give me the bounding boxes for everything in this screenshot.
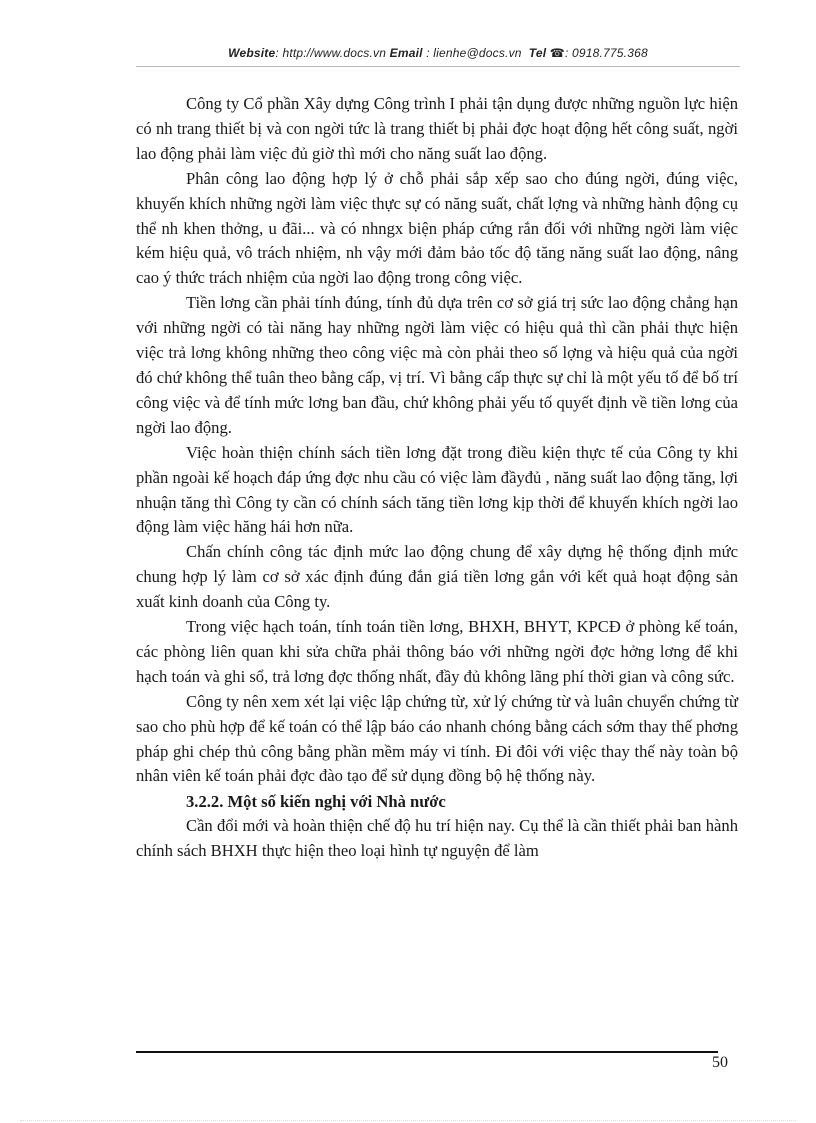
email-separator: : [422, 46, 434, 60]
body-paragraph: Việc hoàn thiện chính sách tiền lơng đặt trong điều kiện thực tế của Công ty khi phần ngoài kế hoạch đáp ứng đợc nhu cầu có việc làm đầyđủ , năng suất lao động tăng, lợi nhuận tăng thì Công ty cần có chính sách tăng tiền lơng kịp thời để khuyến khích ngời lao động làm việc hăng hái hơn nữa. [136, 442, 738, 537]
section-heading: 3.2.2. Một số kiến nghị với Nhà nước [186, 792, 446, 812]
tel-number: : 0918.775.368 [564, 46, 648, 60]
body-paragraph: Trong việc hạch toán, tính toán tiền lơng, BHXH, BHYT, KPCĐ ở phòng kế toán, các phòng liên quan khi sửa chữa phải thông báo với những ngời đợc hởng lơng để khi hạch toán và ghi sổ, trả lơng đợc thống nhất, đầy đủ không lãng phí thời gian và công sức. [136, 617, 738, 686]
website-separator: : [275, 46, 283, 60]
phone-icon: ☎ [549, 46, 565, 60]
footer-divider [136, 1051, 718, 1053]
tel-label: Tel [528, 46, 547, 60]
email-address[interactable]: lienhe@docs.vn [433, 46, 522, 60]
page-header [136, 46, 740, 60]
body-paragraph: Tiền lơng cần phải tính đúng, tính đủ dựa trên cơ sở giá trị sức lao động chẳng hạn với những ngời có tài năng hay những ngời làm việc có hiệu quả thì cần phải thực hiện việc trả lơng không những theo công việc mà còn phải theo số lợng và hiệu quả của ngời đó chứ không thể tuân theo bằng cấp, vị trí. Vì bằng cấp thực sự chỉ là một yếu tố để bố trí công việc và để tính mức lơng ban đầu, chứ không phải yếu tố quyết định về tiền lơng của ngời lao động. [136, 293, 738, 437]
page-edge-dots [20, 1120, 796, 1121]
body-paragraph: Phân công lao động hợp lý ở chỗ phải sắp xếp sao cho đúng ngời, đúng việc, khuyến khích những ngời làm việc thực sự có năng suất, chất lợng và những hành động cụ thể nh khen thởng, u đãi... và có nhngx biện pháp cứng rắn đối với những ngời làm việc kém hiệu quả, vô trách nhiệm, nh vậy mới đảm bảo tốc độ tăng năng suất lao động, nâng cao ý thức trách nhiệm của ngời lao động trong công việc. [136, 168, 738, 288]
closing-paragraph: Cần đổi mới và hoàn thiện chế độ hu trí hiện nay. Cụ thể là cần thiết phải ban hành chính sách BHXH thực hiện theo loại hình tự nguyện để làm [136, 816, 738, 861]
email-label: Email [389, 46, 423, 60]
document-body [136, 92, 738, 864]
body-paragraph: Công ty Cổ phần Xây dựng Công trình I phải tận dụng được những nguồn lực hiện có nh trang thiết bị và con ngời tức là trang thiết bị phải đợc hoạt động hết công suất, ngời lao động phải làm việc đủ giờ thì mới cho năng suất lao động. [136, 94, 738, 163]
page-number: 50 [712, 1054, 728, 1071]
website-label: Website [228, 46, 276, 60]
website-url[interactable]: http://www.docs.vn [282, 46, 387, 60]
body-paragraph: Chấn chính công tác định mức lao động chung để xây dựng hệ thống định mức chung hợp lý làm cơ sở xác định đúng đắn giá tiền lơng gắn với kết quả hoạt động sản xuất kinh doanh của Công ty. [136, 542, 738, 612]
header-divider [136, 66, 740, 67]
body-paragraph: Công ty nên xem xét lại việc lập chứng từ, xử lý chứng từ và luân chuyển chứng từ sao cho phù hợp để kế toán có thể lập báo cáo nhanh chóng bằng cách sớm thay thế phơng pháp ghi chép thủ công bằng phần mềm máy vi tính. Đi đôi với việc thay thế này toàn bộ nhân viên kế toán phải đợc đào tạo để sử dụng đồng bộ hệ thống này. [136, 691, 738, 786]
